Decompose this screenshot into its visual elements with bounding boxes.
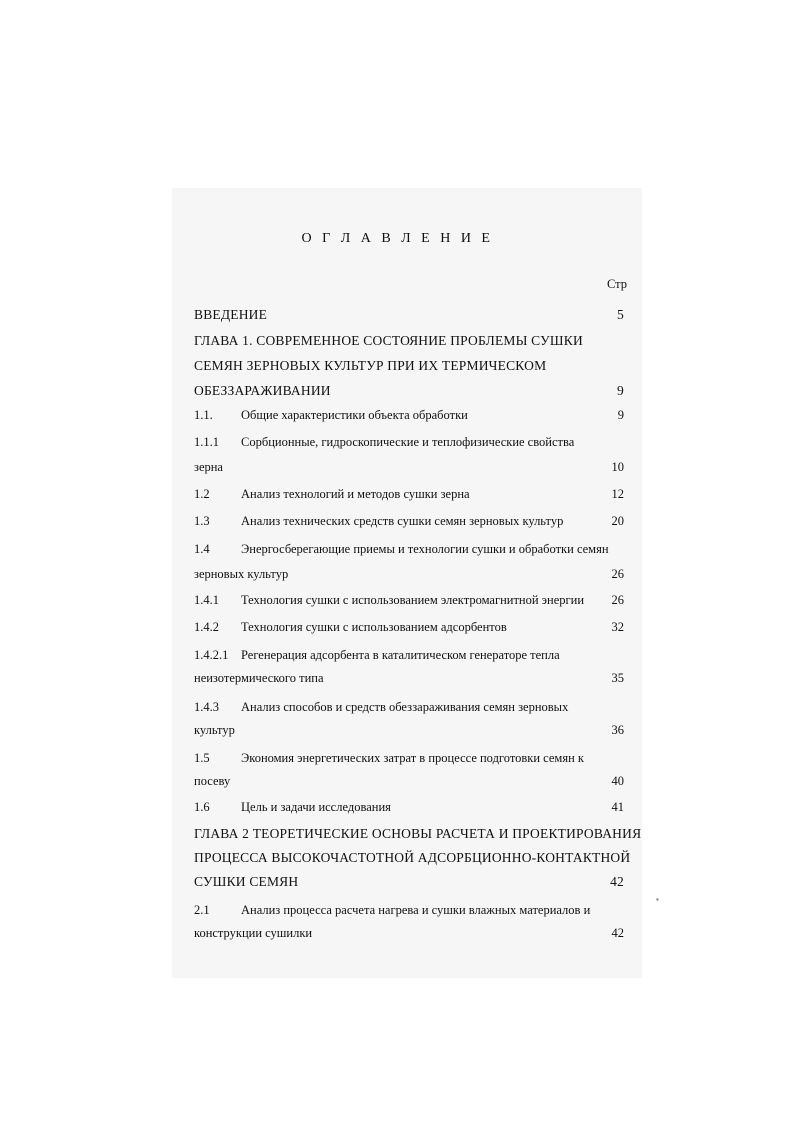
toc-entry-title: Экономия энергетических затрат в процессе подготовки семян к: [241, 751, 584, 765]
toc-entry-line: [194, 405, 624, 425]
toc-entry-line: [194, 668, 624, 688]
toc-page-number: 41: [611, 800, 624, 814]
toc-entry-title: зерна: [194, 460, 223, 474]
page-column-label: Стр: [606, 277, 627, 291]
toc-entry-line: [194, 564, 624, 584]
toc-entry-number: 1.4.2.1: [194, 648, 229, 662]
toc-entry-title: культур: [194, 723, 235, 737]
scan-speck: ▪: [656, 895, 659, 904]
toc-entry-title: СУШКИ СЕМЯН: [194, 874, 299, 889]
toc-entry-number: 1.4.3: [194, 700, 219, 714]
toc-entry-title: Анализ способов и средств обеззараживания семян зерновых: [241, 700, 569, 714]
toc-entry-number: 2.1: [194, 903, 210, 917]
toc-chapter-line: [194, 381, 624, 401]
toc-entry-title: Цель и задачи исследования: [241, 800, 391, 814]
toc-chapter-line: [194, 848, 631, 868]
toc-page-number: 9: [617, 408, 624, 422]
toc-entry-line: [194, 511, 624, 531]
toc-entry-title: посеву: [194, 774, 231, 788]
toc-entry-title: Анализ технических средств сушки семян зерновых культур: [241, 514, 564, 528]
toc-entry-number: 1.4.2: [194, 620, 219, 634]
toc-chapter-line: [194, 356, 624, 376]
toc-entry-line: [194, 645, 624, 665]
toc-entry-line: [194, 539, 624, 559]
toc-page-number: 32: [611, 620, 624, 634]
toc-entry-title: конструкции сушилки: [194, 926, 313, 940]
toc-entry-title: ВВЕДЕНИЕ: [194, 307, 268, 322]
toc-entry-line: [194, 923, 624, 943]
toc-entry-line: [194, 432, 624, 452]
toc-entry-title: ПРОЦЕССА ВЫСОКОЧАСТОТНОЙ АДСОРБЦИОННО-КОНТАКТНОЙ: [194, 850, 631, 865]
toc-chapter-line: [194, 305, 624, 325]
toc-chapter-line: [194, 824, 642, 844]
toc-entry-title: Энергосберегающие приемы и технологии сушки и обработки семян: [241, 542, 609, 556]
toc-entry-line: [194, 697, 624, 717]
toc-entry-title: Сорбционные, гидроскопические и теплофизические свойства: [241, 435, 575, 449]
page-title: О Г Л А В Л Е Н И Е: [301, 231, 494, 246]
toc-entry-title: Регенерация адсорбента в каталитическом генераторе тепла: [241, 648, 560, 662]
toc-page-number: 9: [617, 383, 624, 398]
toc-entry-line: [194, 590, 624, 610]
toc-page-number: 26: [611, 593, 624, 607]
toc-entry-title: Технология сушки с использованием электромагнитной энергии: [241, 593, 585, 607]
toc-entry-number: 1.1.: [194, 408, 213, 422]
toc-entry-number: 1.1.1: [194, 435, 219, 449]
toc-entry-title: Общие характеристики объекта обработки: [241, 408, 468, 422]
toc-entry-line: [194, 484, 624, 504]
toc-page-number: 10: [611, 460, 624, 474]
toc-page-number: 36: [611, 723, 624, 737]
toc-page-number: 12: [611, 487, 624, 501]
toc-chapter-line: [194, 331, 624, 351]
toc-entry-title: зерновых культур: [194, 567, 289, 581]
toc-entry-title: ОБЕЗЗАРАЖИВАНИИ: [194, 383, 331, 398]
toc-page-number: 5: [617, 307, 624, 322]
toc-entry-line: [194, 748, 624, 768]
toc-page-number: 42: [611, 926, 624, 940]
toc-page-number: 20: [611, 514, 624, 528]
toc-entry-number: 1.5: [194, 751, 210, 765]
toc-page-number: 26: [611, 567, 624, 581]
toc-entry-title: ГЛАВА 2 ТЕОРЕТИЧЕСКИЕ ОСНОВЫ РАСЧЕТА И ПРОЕКТИРОВАНИЯ: [194, 826, 642, 841]
toc-entry-title: Анализ процесса расчета нагрева и сушки влажных материалов и: [241, 903, 591, 917]
toc-entry-line: [194, 617, 624, 637]
toc-entry-title: СЕМЯН ЗЕРНОВЫХ КУЛЬТУР ПРИ ИХ ТЕРМИЧЕСКОМ: [194, 358, 547, 373]
toc-entry-line: [194, 720, 624, 740]
toc-page-number: 35: [611, 671, 624, 685]
toc-chapter-line: [194, 872, 624, 892]
toc-entry-number: 1.2: [194, 487, 210, 501]
toc-page-number: 40: [611, 774, 624, 788]
toc-entry-line: [194, 797, 624, 817]
toc-entry-line: [194, 900, 624, 920]
toc-entry-number: 1.4: [194, 542, 210, 556]
toc-entry-title: неизотермического типа: [194, 671, 324, 685]
toc-entry-title: Технология сушки с использованием адсорбентов: [241, 620, 507, 634]
toc-entry-line: [194, 457, 624, 477]
toc-entry-title: Анализ технологий и методов сушки зерна: [241, 487, 470, 501]
toc-entry-title: ГЛАВА 1. СОВРЕМЕННОЕ СОСТОЯНИЕ ПРОБЛЕМЫ СУШКИ: [194, 333, 583, 348]
toc-entry-number: 1.4.1: [194, 593, 219, 607]
toc-entry-number: 1.3: [194, 514, 210, 528]
toc-entry-line: [194, 771, 624, 791]
toc-entry-number: 1.6: [194, 800, 210, 814]
toc-page-number: 42: [610, 874, 624, 889]
